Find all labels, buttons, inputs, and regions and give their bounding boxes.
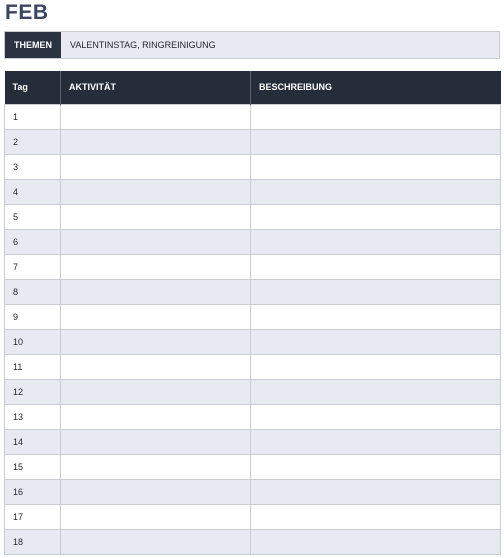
activity-cell[interactable] xyxy=(61,104,251,129)
description-cell[interactable] xyxy=(251,229,501,254)
activity-cell[interactable] xyxy=(61,379,251,404)
table-row xyxy=(5,279,501,304)
description-cell[interactable] xyxy=(251,479,501,504)
table-row xyxy=(5,104,501,129)
description-cell[interactable] xyxy=(251,179,501,204)
day-cell: 14 xyxy=(5,429,61,454)
activity-cell[interactable] xyxy=(61,404,251,429)
day-cell: 4 xyxy=(5,179,61,204)
day-cell: 3 xyxy=(5,154,61,179)
day-cell: 7 xyxy=(5,254,61,279)
activity-cell[interactable] xyxy=(61,454,251,479)
table-row xyxy=(5,229,501,254)
description-cell[interactable] xyxy=(251,429,501,454)
activity-cell[interactable] xyxy=(61,204,251,229)
activity-cell[interactable] xyxy=(61,479,251,504)
description-cell[interactable] xyxy=(251,404,501,429)
column-header-day: Tag xyxy=(5,71,61,104)
column-header-activity: AKTIVITÄT xyxy=(61,71,251,104)
activity-table xyxy=(4,71,501,555)
activity-cell[interactable] xyxy=(61,254,251,279)
description-cell[interactable] xyxy=(251,454,501,479)
description-cell[interactable] xyxy=(251,104,501,129)
table-row xyxy=(5,254,501,279)
description-cell[interactable] xyxy=(251,379,501,404)
page-title: FEB xyxy=(5,1,49,24)
activity-cell[interactable] xyxy=(61,179,251,204)
description-cell[interactable] xyxy=(251,204,501,229)
day-cell: 9 xyxy=(5,304,61,329)
table-row xyxy=(5,504,501,529)
activity-cell[interactable] xyxy=(61,504,251,529)
description-cell[interactable] xyxy=(251,329,501,354)
table-row xyxy=(5,529,501,554)
activity-cell[interactable] xyxy=(61,529,251,554)
day-cell: 2 xyxy=(5,129,61,154)
activity-cell[interactable] xyxy=(61,304,251,329)
activity-cell[interactable] xyxy=(61,429,251,454)
activity-cell[interactable] xyxy=(61,154,251,179)
themes-value[interactable]: VALENTINSTAG, RINGREINIGUNG xyxy=(61,32,499,58)
description-cell[interactable] xyxy=(251,304,501,329)
table-row xyxy=(5,479,501,504)
day-cell: 10 xyxy=(5,329,61,354)
activity-cell[interactable] xyxy=(61,329,251,354)
description-cell[interactable] xyxy=(251,279,501,304)
table-row xyxy=(5,379,501,404)
themes-label: THEMEN xyxy=(5,32,61,58)
day-cell: 6 xyxy=(5,229,61,254)
table-row xyxy=(5,354,501,379)
table-row xyxy=(5,404,501,429)
description-cell[interactable] xyxy=(251,254,501,279)
table-row xyxy=(5,129,501,154)
day-cell: 17 xyxy=(5,504,61,529)
activity-cell[interactable] xyxy=(61,129,251,154)
themes-bar xyxy=(4,31,500,59)
table-row xyxy=(5,154,501,179)
description-cell[interactable] xyxy=(251,504,501,529)
table-row xyxy=(5,304,501,329)
table-header-row xyxy=(5,71,501,104)
column-header-description: BESCHREIBUNG xyxy=(251,71,501,104)
table-row xyxy=(5,204,501,229)
day-cell: 1 xyxy=(5,104,61,129)
table-row xyxy=(5,429,501,454)
table-row xyxy=(5,329,501,354)
description-cell[interactable] xyxy=(251,154,501,179)
day-cell: 18 xyxy=(5,529,61,554)
activity-cell[interactable] xyxy=(61,279,251,304)
description-cell[interactable] xyxy=(251,529,501,554)
description-cell[interactable] xyxy=(251,129,501,154)
activity-cell[interactable] xyxy=(61,354,251,379)
day-cell: 13 xyxy=(5,404,61,429)
activity-cell[interactable] xyxy=(61,229,251,254)
day-cell: 16 xyxy=(5,479,61,504)
day-cell: 5 xyxy=(5,204,61,229)
table-row xyxy=(5,179,501,204)
day-cell: 8 xyxy=(5,279,61,304)
description-cell[interactable] xyxy=(251,354,501,379)
day-cell: 12 xyxy=(5,379,61,404)
day-cell: 11 xyxy=(5,354,61,379)
day-cell: 15 xyxy=(5,454,61,479)
table-row xyxy=(5,454,501,479)
